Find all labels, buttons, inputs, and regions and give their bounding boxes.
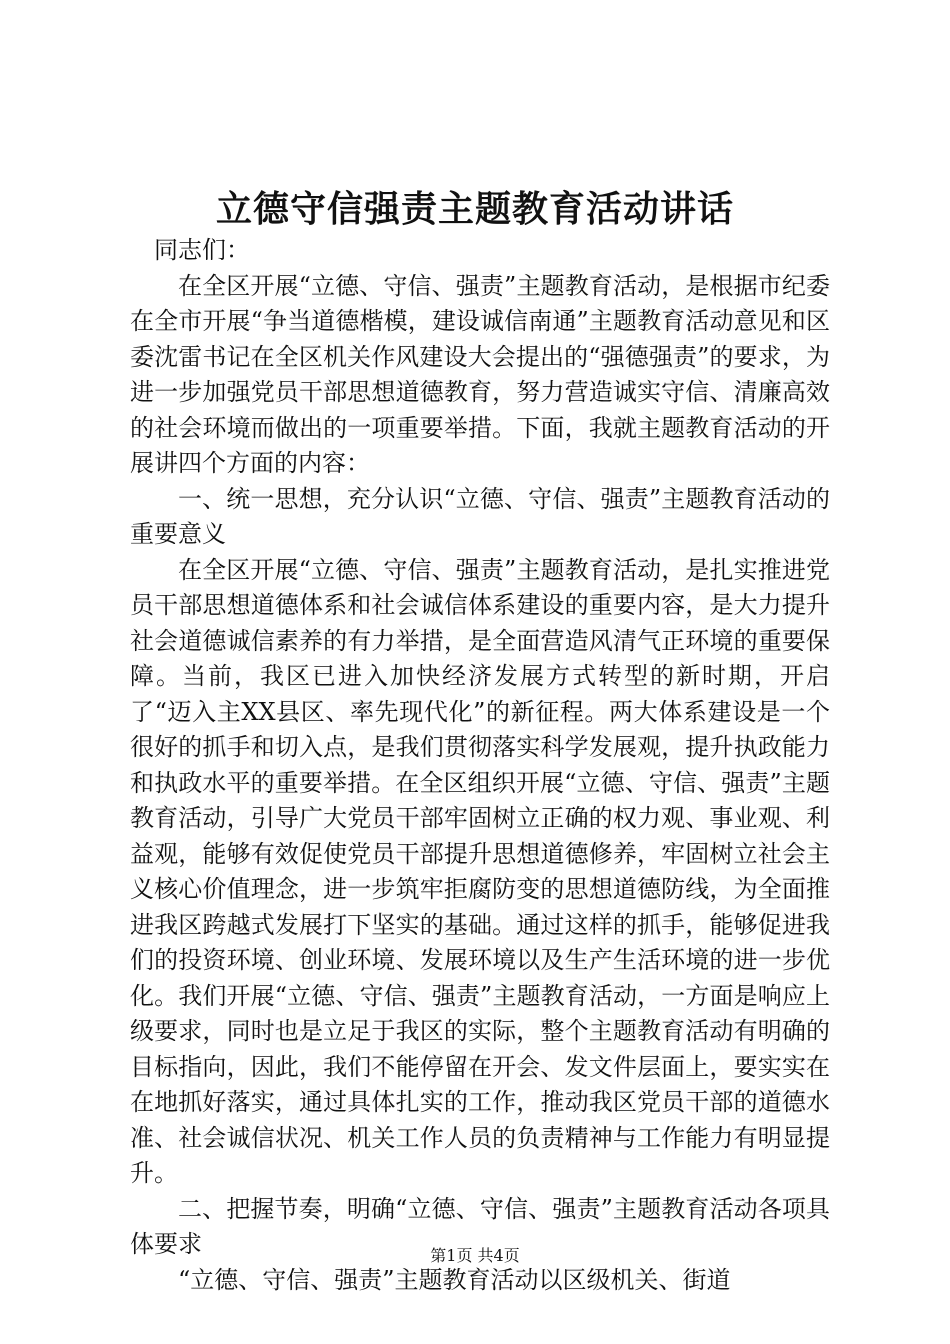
- document-title: 立德守信强责主题教育活动讲话: [215, 188, 734, 230]
- section-heading-1: 一、统一思想，充分认识“立德、守信、强责”主题教育活动的重要意义: [130, 484, 830, 548]
- document-body: [130, 233, 830, 1298]
- paragraph-section-1: 在全区开展“立德、守信、强责”主题教育活动，是扎实推进党员干部思想道德体系和社会诚信体系建设的重要内容，是大力提升社会道德诚信素养的有力举措，是全面营造风清气正环境的重要保障。当前，我区已进入加快经济发展方式转型的新时期，开启了“迈入主XX县区、率先现代化”的新征程。两大体系建设是一个很好的抓手和切入点，是我们贯彻落实科学发展观，提升执政能力和执政水平的重要举措。在全区组织开展“立德、守信、强责”主题教育活动，引导广大党员干部牢固树立正确的权力观、事业观、利益观，能够有效促使党员干部提升思想道德修养，牢固树立社会主义核心价值理念，进一步筑牢拒腐防变的思想道德防线，为全面推进我区跨越式发展打下坚实的基础。通过这样的抓手，能够促进我们的投资环境、创业环境、发展环境以及生产生活环境的进一步优化。我们开展“立德、守信、强责”主题教育活动，一方面是响应上级要求，同时也是立足于我区的实际，整个主题教育活动有明确的目标指向，因此，我们不能停留在开会、发文件层面上，要实实在在地抓好落实，通过具体扎实的工作，推动我区党员干部的道德水准、社会诚信状况、机关工作人员的负责精神与工作能力有明显提升。: [130, 555, 830, 1187]
- paragraph-section-2: “立德、守信、强责”主题教育活动以区级机关、街道: [178, 1265, 731, 1294]
- page-number-footer: 第1页 共4页: [430, 1246, 520, 1265]
- section-heading-2: 二、把握节奏，明确“立德、守信、强责”主题教育活动各项具体要求: [130, 1194, 830, 1258]
- greeting: 同志们：: [154, 236, 250, 264]
- paragraph-intro: 在全区开展“立德、守信、强责”主题教育活动，是根据市纪委在全市开展“争当道德楷模，建设诚信南通”主题教育活动意见和区委沈雷书记在全区机关作风建设大会提出的“强德强责”的要求，为进一步加强党员干部思想道德教育，努力营造诚实守信、清廉高效的社会环境而做出的一项重要举措。下面，我就主题教育活动的开展讲四个方面的内容：: [130, 271, 830, 477]
